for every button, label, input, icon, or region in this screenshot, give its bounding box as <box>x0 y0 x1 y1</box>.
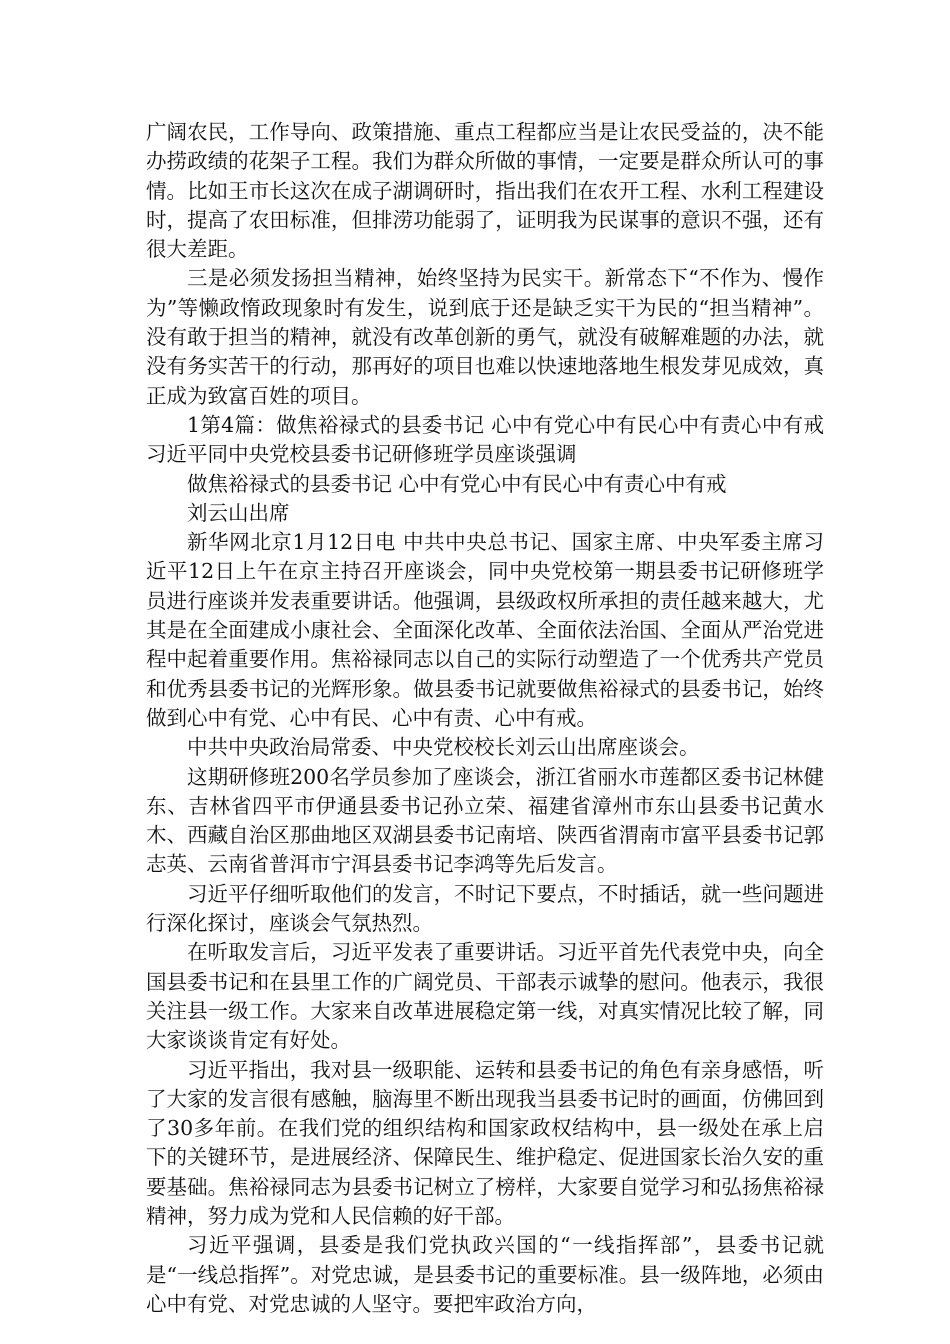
paragraph-news-lead: 新华网北京1月12日电 中共中央总书记、国家主席、中央军委主席习近平12日上午在京主持召开座谈会，同中央党校第一期县委书记研修班学员进行座谈并发表重要讲话。他强调，县级政权所承担的责任越来越大，尤其是在全面建成小康社会、全面深化改革、全面依法治国、全面从严治党进程中起着重要作用。焦裕禄同志以自己的实际行动塑造了一个优秀共产党员和优秀县委书记的光辉形象。做县委书记就要做焦裕禄式的县委书记，始终做到心中有党、心中有民、心中有责、心中有戒。 <box>146 530 824 730</box>
paragraph-attendance: 中共中央政治局常委、中央党校校长刘云山出席座谈会。 <box>187 735 700 760</box>
paragraph-listening: 习近平仔细听取他们的发言，不时记下要点，不时插话，就一些问题进行深化探讨，座谈会气氛热烈。 <box>146 881 824 936</box>
document-page <box>146 118 824 1319</box>
paragraph-dandang-jingshen: 三是必须发扬担当精神，始终坚持为民实干。新常态下“不作为、慢作为”等懒政惰政现象时有发生，说到底于还是缺乏实干为民的“担当精神”。没有敢于担当的精神，就没有改革创新的勇气，就没有破解难题的办法，就没有务实苦干的行动，那再好的项目也难以快速地落地生根发芽见成效，真正成为致富百姓的项目。 <box>146 266 824 408</box>
paragraph-continuation: 广阔农民，工作导向、政策措施、重点工程都应当是让农民受益的，决不能办捞政绩的花架子工程。我们为群众所做的事情，一定要是群众所认可的事情。比如王市长这次在成子湖调研时，指出我们在农开工程、水利工程建设时，提高了农田标准，但排涝功能弱了，证明我为民谋事的意识不强，还有很大差距。 <box>146 120 824 262</box>
paragraph-loyalty: 习近平强调，县委是我们党执政兴国的“一线指挥部”，县委书记就是“一线总指挥”。对党忠诚，是县委书记的重要标准。县一级阵地，必须由心中有党、对党忠诚的人坚守。要把牢政治方向， <box>146 1233 824 1316</box>
article-subtitle: 刘云山出席 <box>187 500 290 525</box>
paragraph-county-role: 习近平指出，我对县一级职能、运转和县委书记的角色有亲身感悟，听了大家的发言很有感触，脑海里不断出现我当县委书记时的画面，仿佛回到了30多年前。在我们党的组织结构和国家政权结构中，县一级处在承上启下的关键环节，是进展经济、保障民生、维护稳定、促进国家长治久安的重要基础。焦裕禄同志为县委书记树立了榜样，大家要自觉学习和弘扬焦裕禄精神，努力成为党和人民信赖的好干部。 <box>146 1057 824 1228</box>
paragraph-speakers: 这期研修班200名学员参加了座谈会，浙江省丽水市莲都区委书记林健东、吉林省四平市伊通县委书记孙立荣、福建省漳州市东山县委书记黄水木、西藏自治区那曲地区双湖县委书记南培、陕西省渭南市富平县委书记郭志英、云南省普洱市宁洱县委书记李鸿等先后发言。 <box>146 764 824 877</box>
article-heading: 1第4篇：做焦裕禄式的县委书记 心中有党心中有民心中有责心中有戒习近平同中央党校县委书记研修班学员座谈强调 <box>146 412 824 467</box>
article-title: 做焦裕禄式的县委书记 心中有党心中有民心中有责心中有戒 <box>187 471 727 496</box>
paragraph-speech-opening: 在听取发言后，习近平发表了重要讲话。习近平首先代表党中央，向全国县委书记和在县里工作的广阔党员、干部表示诚挚的慰问。他表示，我很关注县一级工作。大家来自改革进展稳定第一线，对真实情况比较了解，同大家谈谈肯定有好处。 <box>146 940 824 1053</box>
